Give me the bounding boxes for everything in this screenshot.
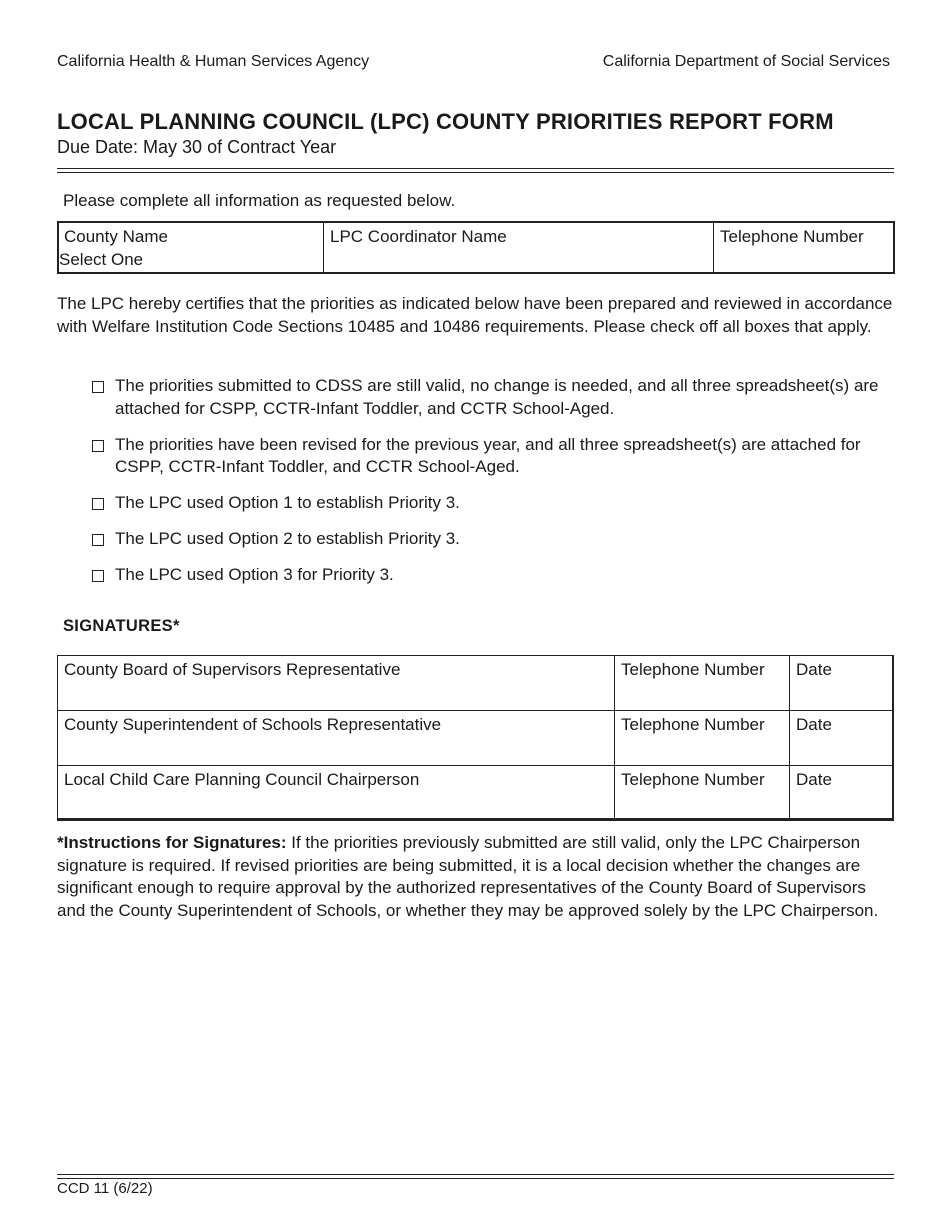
footer-divider	[57, 1174, 894, 1179]
checkbox[interactable]	[92, 498, 104, 510]
telephone-label: Telephone Number	[720, 227, 864, 246]
signatures-heading: SIGNATURES*	[63, 617, 180, 635]
header-divider	[57, 168, 894, 173]
certification-text: The LPC hereby certifies that the priorities as indicated below have been prepared and reviewed in accordance with Welfare Institution Code Sections 10485 and 10486 requirements. Please check off all boxes that apply.	[57, 294, 893, 336]
checkbox[interactable]	[92, 570, 104, 582]
signature-field[interactable]	[58, 656, 615, 711]
date-label: Date	[796, 660, 832, 679]
page-title: LOCAL PLANNING COUNCIL (LPC) COUNTY PRIORITIES REPORT FORM	[57, 109, 834, 134]
signature-row	[58, 656, 894, 711]
county-select[interactable]: Select One	[59, 250, 144, 269]
date-label: Date	[796, 715, 832, 734]
department-name: California Department of Social Services	[602, 53, 890, 70]
due-date: Due Date: May 30 of Contract Year	[57, 137, 337, 157]
signature-row	[58, 766, 894, 821]
checkbox-item	[92, 528, 892, 551]
coordinator-name-field[interactable]	[324, 223, 714, 272]
checkbox-item	[92, 434, 892, 479]
coordinator-name-label: LPC Coordinator Name	[330, 227, 507, 246]
agency-name: California Health & Human Services Agency	[57, 53, 370, 70]
intro-text: Please complete all information as requested below.	[63, 191, 456, 210]
checkbox-item	[92, 564, 892, 587]
signature-field[interactable]	[58, 766, 615, 819]
checkbox-label: The priorities submitted to CDSS are still valid, no change is needed, and all three spreadsheet(s) are attached for CSPP, CCTR-Infant Toddler, and CCTR School-Aged.	[115, 376, 879, 418]
county-name-label: County Name	[64, 227, 168, 246]
checkbox-label: The LPC used Option 3 for Priority 3.	[115, 565, 394, 584]
county-name-cell	[59, 223, 324, 272]
checkbox-label: The LPC used Option 2 to establish Priority 3.	[115, 529, 460, 548]
checkbox[interactable]	[92, 534, 104, 546]
signature-date-field[interactable]	[790, 766, 894, 819]
telephone-field[interactable]	[714, 223, 893, 272]
instructions-text: If the priorities previously submitted are still valid, only the LPC Chairperson signature is required. If revised priorities are being submitted, it is a local decision whether the changes are significant enough to require approval by the authorized representatives of the County Board of Supervisors and the County Superintendent of Schools, or whether they may be approved solely by the LPC Chairperson.	[57, 833, 879, 920]
date-label: Date	[796, 770, 832, 789]
phone-label: Telephone Number	[621, 770, 765, 789]
signature-field[interactable]	[58, 711, 615, 766]
checkbox-label: The LPC used Option 1 to establish Priority 3.	[115, 493, 460, 512]
signature-phone-field[interactable]	[615, 766, 790, 819]
signature-role: County Superintendent of Schools Representative	[64, 715, 442, 734]
signature-instructions	[57, 832, 897, 922]
signature-role: Local Child Care Planning Council Chairperson	[64, 770, 420, 789]
checkbox-item	[92, 492, 892, 515]
checkbox[interactable]	[92, 440, 104, 452]
phone-label: Telephone Number	[621, 660, 765, 679]
checkbox-item	[92, 375, 892, 420]
signature-phone-field[interactable]	[615, 656, 790, 711]
signature-role: County Board of Supervisors Representative	[64, 660, 401, 679]
county-info-table	[57, 221, 895, 274]
signatures-table	[57, 655, 894, 821]
checkbox[interactable]	[92, 381, 104, 393]
instructions-label: *Instructions for Signatures:	[57, 833, 287, 852]
checkbox-list	[92, 375, 892, 600]
form-number: CCD 11 (6/22)	[57, 1180, 153, 1197]
signature-phone-field[interactable]	[615, 711, 790, 766]
phone-label: Telephone Number	[621, 715, 765, 734]
signature-date-field[interactable]	[790, 656, 894, 711]
signature-row	[58, 711, 894, 766]
signature-date-field[interactable]	[790, 711, 894, 766]
checkbox-label: The priorities have been revised for the previous year, and all three spreadsheet(s) are attached for CSPP, CCTR-Infant Toddler, and CCTR School-Aged.	[115, 434, 861, 476]
